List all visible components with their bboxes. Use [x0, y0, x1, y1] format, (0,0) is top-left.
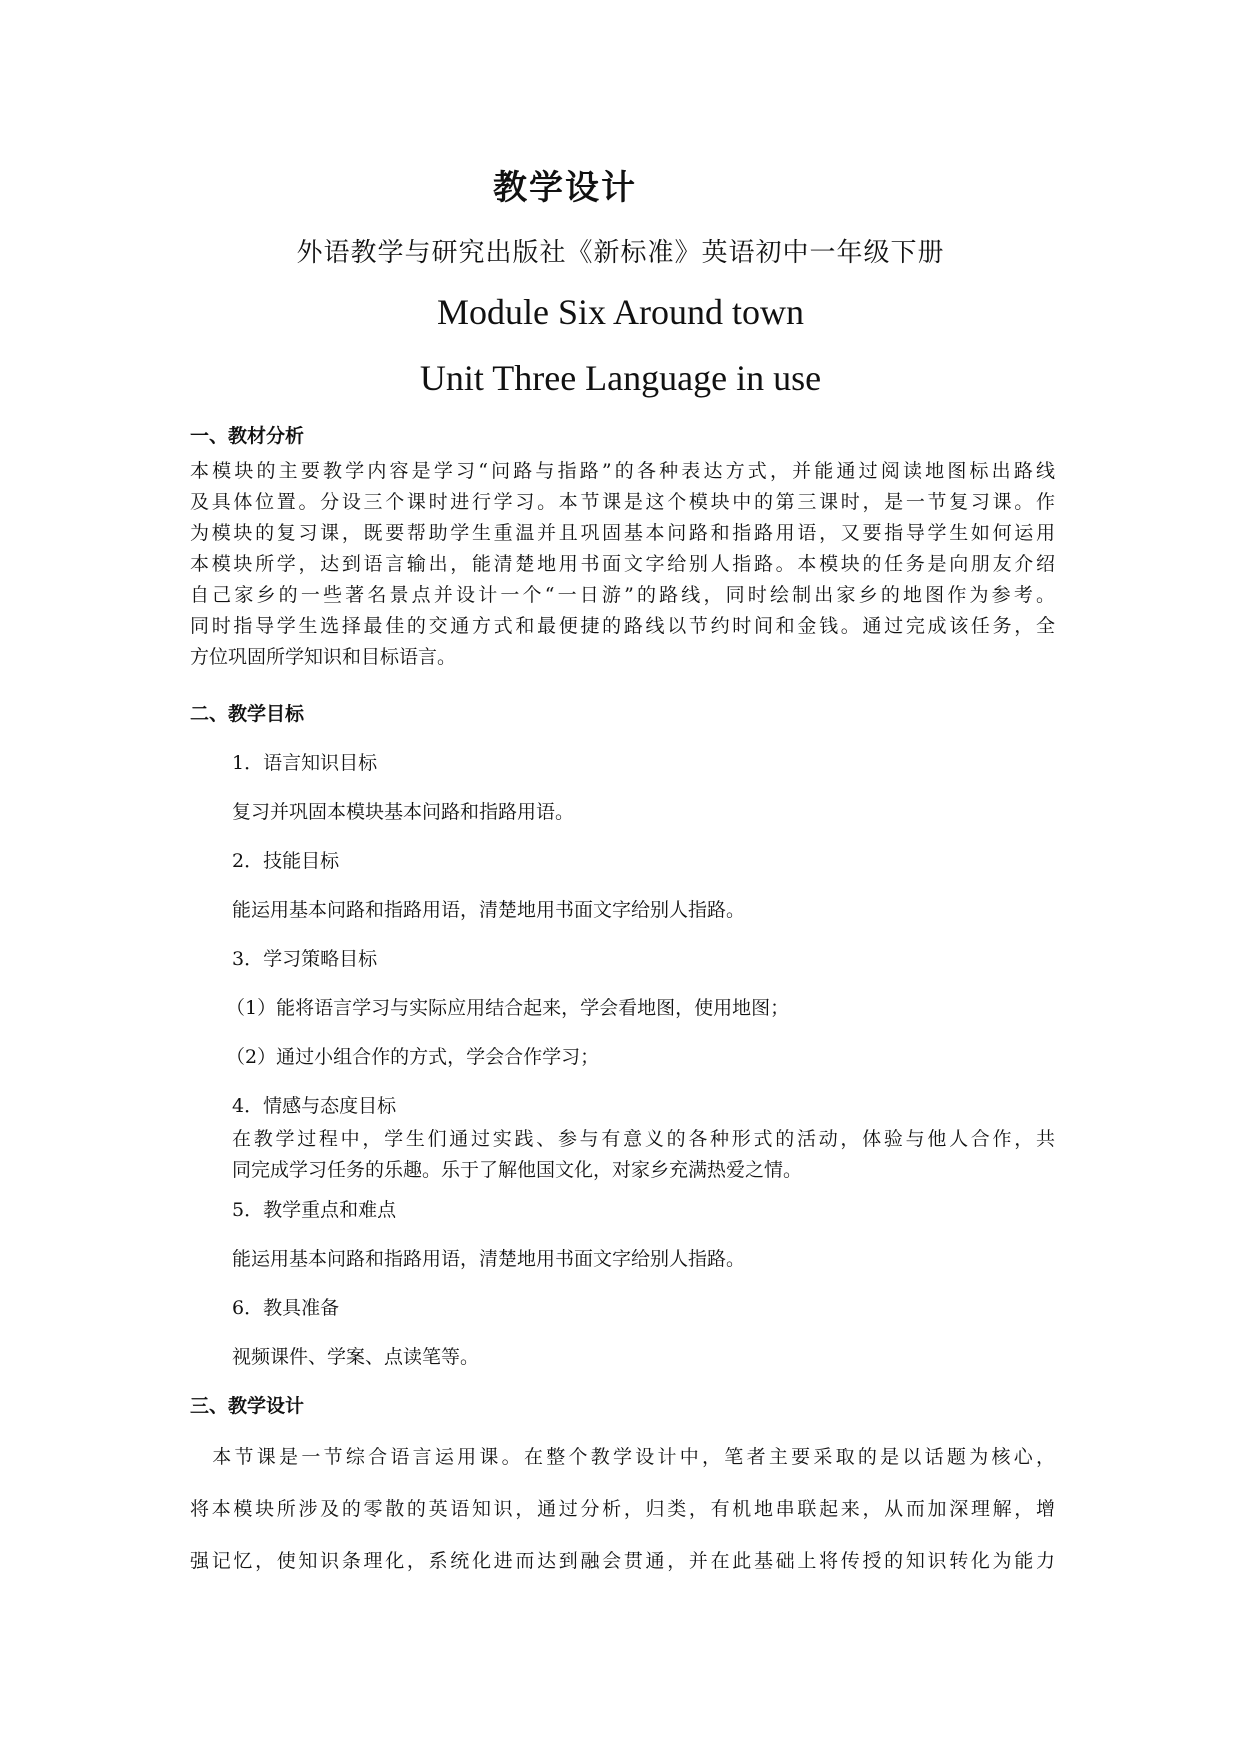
paragraph-line: 同时指导学生选择最佳的交通方式和最便捷的路线以节约时间和金钱。通过完成该任务，全: [190, 615, 1055, 637]
material-analysis-paragraph: [190, 456, 1055, 673]
goal-item-text: 能运用基本问路和指路用语，清楚地用书面文字给别人指路。: [232, 899, 746, 921]
goal-item-key-points: 5．教学重点和难点: [232, 1199, 397, 1221]
unit-title: Unit Three Language in use: [419, 358, 822, 398]
goal-subitem: （2）通过小组合作的方式，学会合作学习；: [226, 1046, 600, 1068]
paragraph-line: 自己家乡的一些著名景点并设计一个“一日游”的路线，同时绘制出家乡的地图作为参考。: [190, 584, 1055, 606]
goal-item-skills: 2．技能目标: [232, 850, 340, 872]
paragraph-line: 为模块的复习课，既要帮助学生重温并且巩固基本问路和指路用语，又要指导学生如何运用: [190, 522, 1055, 544]
goal-item-paragraph: [232, 1124, 1055, 1186]
teaching-design-paragraph: [190, 1431, 1055, 1587]
paragraph-line: 本模块所学，达到语言输出，能清楚地用书面文字给别人指路。本模块的任务是向朋友介绍: [190, 553, 1055, 575]
paragraph-line: 同完成学习任务的乐趣。乐于了解他国文化，对家乡充满热爱之情。: [232, 1159, 803, 1181]
goal-item-text: 能运用基本问路和指路用语，清楚地用书面文字给别人指路。: [232, 1248, 746, 1270]
goal-item-text: 视频课件、学案、点读笔等。: [232, 1346, 480, 1368]
goal-item-language-knowledge: 1．语言知识目标: [232, 752, 378, 774]
paragraph-line: 将本模块所涉及的零散的英语知识，通过分析，归类，有机地串联起来，从而加深理解，增: [190, 1498, 1055, 1520]
paragraph-line: 在教学过程中，学生们通过实践、参与有意义的各种形式的活动，体验与他人合作，共: [232, 1128, 1055, 1150]
module-title: Module Six Around town: [436, 292, 804, 332]
goal-item-emotion-attitude: 4．情感与态度目标: [232, 1095, 397, 1117]
paragraph-line: 本模块的主要教学内容是学习“问路与指路”的各种表达方式，并能通过阅读地图标出路线: [190, 460, 1055, 482]
goal-item-text: 复习并巩固本模块基本问路和指路用语。: [232, 801, 575, 823]
goal-item-teaching-aids: 6．教具准备: [232, 1297, 340, 1319]
paragraph-line: 及具体位置。分设三个课时进行学习。本节课是这个模块中的第三课时，是一节复习课。作: [190, 491, 1055, 513]
subtitle: 外语教学与研究出版社《新标准》英语初中一年级下册: [296, 238, 945, 268]
paragraph-line: 方位巩固所学知识和目标语言。: [190, 646, 457, 668]
section-heading-teaching-goals: 二、教学目标: [190, 703, 305, 725]
section-heading-teaching-design: 三、教学设计: [190, 1395, 305, 1417]
goal-item-learning-strategy: 3．学习策略目标: [232, 948, 378, 970]
page-title: 教学设计: [493, 168, 637, 208]
goal-subitem: （1）能将语言学习与实际应用结合起来，学会看地图，使用地图；: [226, 997, 790, 1019]
paragraph-line: 强记忆，使知识条理化，系统化进而达到融会贯通，并在此基础上将传授的知识转化为能力: [190, 1550, 1055, 1572]
paragraph-line: 本节课是一节综合语言运用课。在整个教学设计中，笔者主要采取的是以话题为核心，: [190, 1446, 1055, 1468]
section-heading-material-analysis: 一、教材分析: [190, 425, 305, 447]
